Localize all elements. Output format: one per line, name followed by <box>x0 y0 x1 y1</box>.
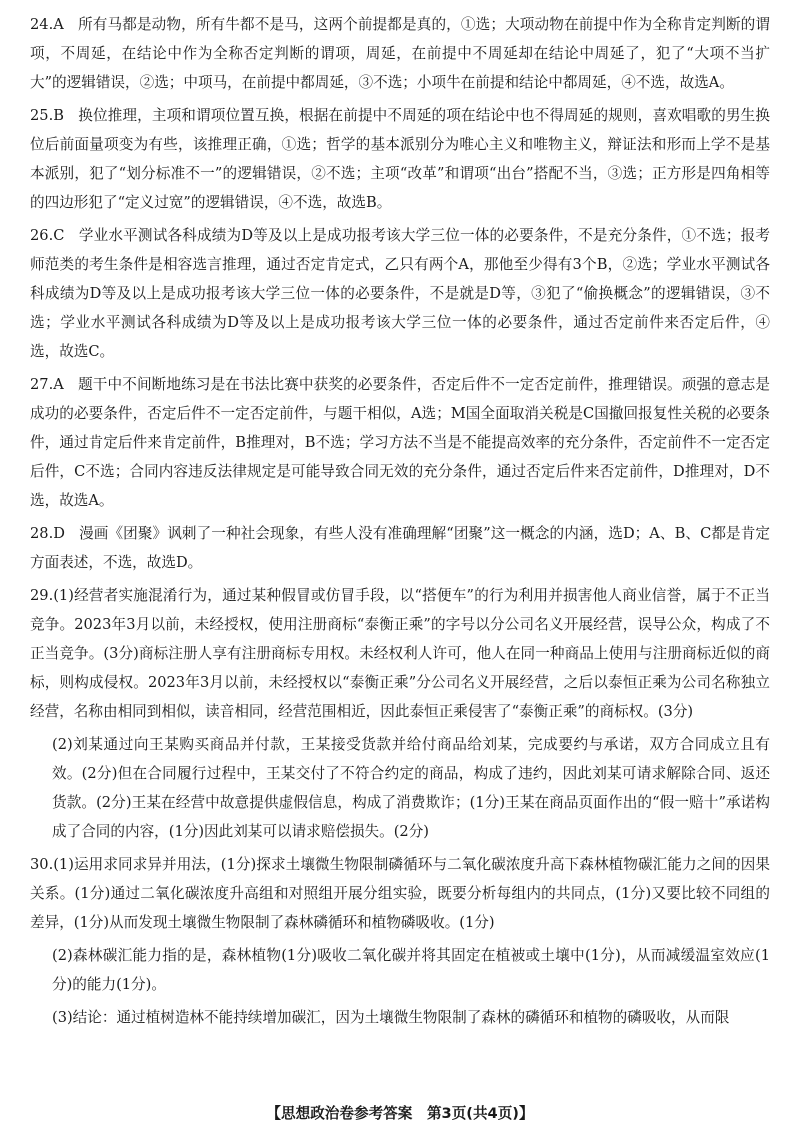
question-number: 24.A <box>30 16 64 33</box>
answer-29-part-1 <box>30 581 770 726</box>
answer-text: 所有马都是动物，所有牛都不是马，这两个前提都是真的，①选；大项动物在前提中作为全称肯定判断的谓项，不周延，在结论中作为全称否定判断的谓项，周延，在前提中不周延却在结论中周延了，犯了“大项不当扩大”的逻辑错误，②选；中项马，在前提中都周延，③不选；小项牛在前提和结论中都周延，④不选，故选A。 <box>30 16 770 91</box>
question-number: 28.D <box>30 525 65 542</box>
answer-28 <box>30 519 770 577</box>
answer-29-part-2: (2)刘某通过向王某购买商品并付款，王某接受货款并给付商品给刘某，完成要约与承诺，双方合同成立且有效。(2分)但在合同履行过程中，王某交付了不符合约定的商品，构成了违约，因此刘某可请求解除合同、返还货款。(2分)王某在经营中故意提供虚假信息，构成了消费欺诈；(1分)王某在商品页面作出的“假一赔十”承诺构成了合同的内容，(1分)因此刘某可以请求赔偿损失。(2分) <box>52 736 770 840</box>
answer-30 <box>30 850 770 1032</box>
answer-30-part-2: (2)森林碳汇能力指的是，森林植物(1分)吸收二氧化碳并将其固定在植被或土壤中(1分)，从而减缓温室效应(1分)的能力(1分)。 <box>52 947 770 993</box>
question-number: 25.B <box>30 107 64 124</box>
answer-text: 题干中不间断地练习是在书法比赛中获奖的必要条件，否定后件不一定否定前件，推理错误。顽强的意志是成功的必要条件，否定后件不一定否定前件，与题干相似，A选；M国全面取消关税是C国撤回报复性关税的必要条件，通过肯定后件来肯定前件，B推理对，B不选；学习方法不当是不能提高效率的充分条件，否定前件不一定否定后件，C不选；合同内容违反法律规定是可能导致合同无效的充分条件，通过否定后件来否定前件，D推理对，D不选，故选A。 <box>30 376 770 509</box>
question-number: 27.A <box>30 376 64 393</box>
answer-text: (1)经营者实施混淆行为，通过某种假冒或仿冒手段，以“搭便车”的行为利用并损害他人商业信誉，属于不正当竞争。2023年3月以前，未经授权，使用注册商标“泰衡正乘”的字号以分公司名义开展经营，误导公众，构成了不正当竞争。(3分)商标注册人享有注册商标专用权。未经权利人许可，他人在同一种商品上使用与注册商标近似的商标，则构成侵权。2023年3月以前，未经授权以“泰衡正乘”分公司名义开展经营，之后以泰恒正乘为公司名称独立经营，名称由相同到相似，读音相同，经营范围相近，因此泰恒正乘侵害了“泰衡正乘”的商标权。(3分) <box>30 587 770 720</box>
answer-29 <box>30 581 770 846</box>
answer-text: (1)运用求同求异并用法，(1分)探求土壤微生物限制磷循环与二氧化碳浓度升高下森林植物碳汇能力之间的因果关系。(1分)通过二氧化碳浓度升高组和对照组开展分组实验，既要分析每组内的共同点，(1分)又要比较不同组的差异，(1分)从而发现土壤微生物限制了森林磷循环和植物磷吸收。(1分) <box>30 856 770 931</box>
answer-text: 学业水平测试各科成绩为D等及以上是成功报考该大学三位一体的必要条件，不是充分条件，①不选；报考师范类的考生条件是相容选言推理，通过否定肯定式，乙只有两个A，那他至少得有3个B，②选；学业水平测试各科成绩为D等及以上是成功报考该大学三位一体的必要条件，不是就是D等，③犯了“偷换概念”的逻辑错误，③不选；学业水平测试各科成绩为D等及以上是成功报考该大学三位一体的必要条件，通过否定前件来否定后件，④选，故选C。 <box>30 227 770 360</box>
question-number: 29. <box>30 587 54 604</box>
question-number: 30. <box>30 856 54 873</box>
answer-30-part-1 <box>30 850 770 937</box>
answer-25 <box>30 101 770 217</box>
answer-text: 漫画《团聚》讽刺了一种社会现象，有些人没有准确理解“团聚”这一概念的内涵，选D；A、B、C都是肯定方面表述，不选，故选D。 <box>30 525 770 571</box>
question-number: 26.C <box>30 227 65 244</box>
answer-30-part-3: (3)结论：通过植树造林不能持续增加碳汇，因为土壤微生物限制了森林的磷循环和植物的磷吸收，从而限 <box>52 1009 730 1026</box>
answer-text: 换位推理，主项和谓项位置互换，根据在前提中不周延的项在结论中也不得周延的规则，喜欢唱歌的男生换位后前面量项变为有些，该推理正确，①选；哲学的基本派别分为唯心主义和唯物主义，辩证法和形而上学不是基本派别，犯了“划分标准不一”的逻辑错误，②不选；主项“改革”和谓项“出台”搭配不当，③选；正方形是四角相等的四边形犯了“定义过宽”的逻辑错误，④不选，故选B。 <box>30 107 770 211</box>
answer-26 <box>30 221 770 366</box>
answer-24 <box>30 10 770 97</box>
answer-27 <box>30 370 770 515</box>
page-footer: 【思想政治卷参考答案 第3页(共4页)】 <box>266 1105 534 1122</box>
